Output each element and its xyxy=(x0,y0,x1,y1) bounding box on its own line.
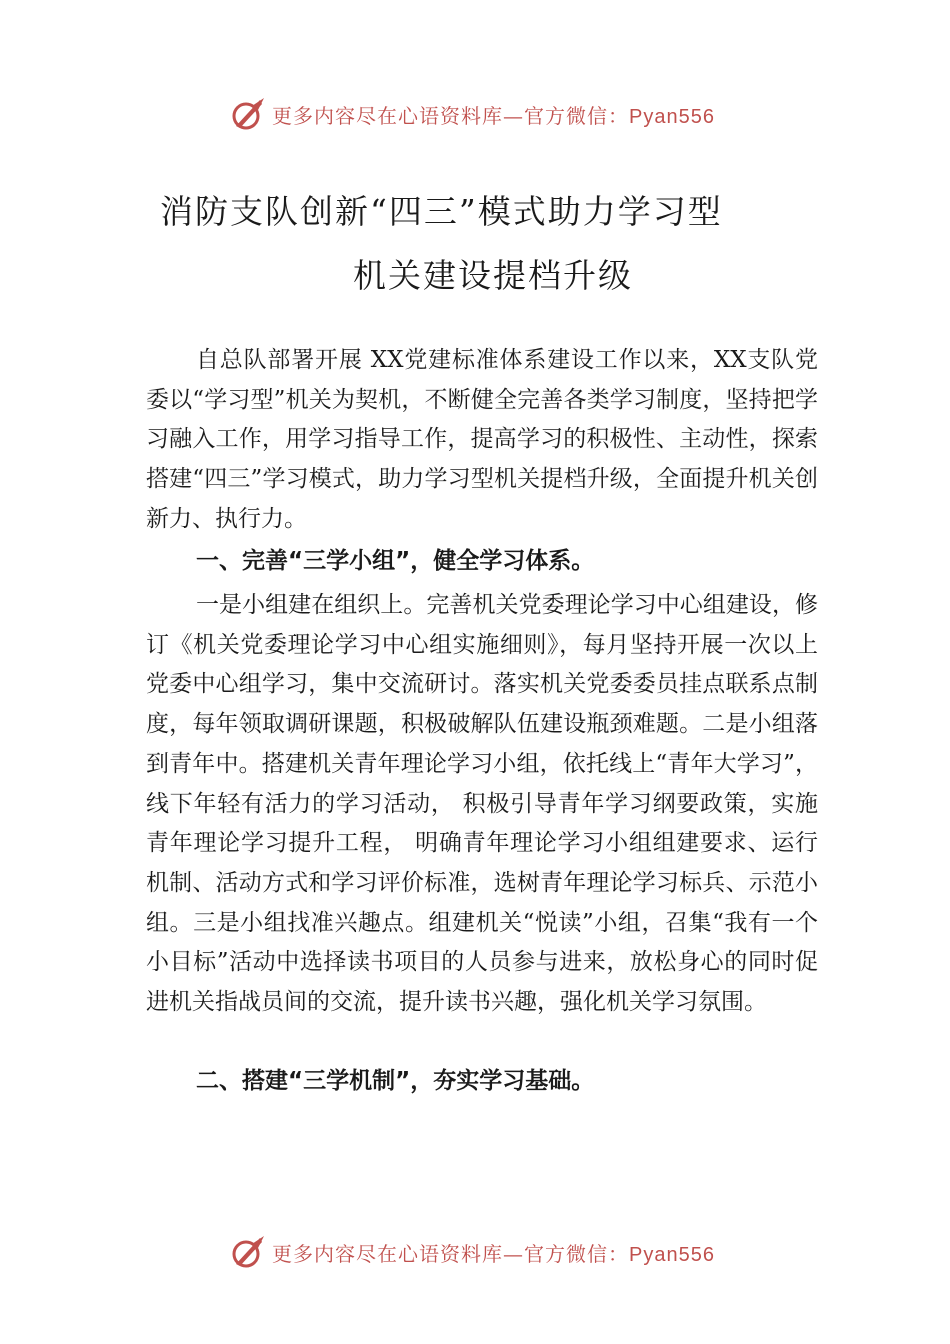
banner-text xyxy=(272,1238,715,1267)
document-title-line-2: 机关建设提档升级 xyxy=(353,256,633,295)
section-heading-2: 二、搭建“三学机制”，夯实学习基础。 xyxy=(196,1068,595,1094)
section-1-paragraph: 一是小组建在组织上。完善机关党委理论学习中心组建设，修订《机关党委理论学习中心组实施细则》，每月坚持开展一次以上党委中心组学习，集中交流研讨。落实机关党委委员挂点联系点制度，每年领取调研课题，积极破解队伍建设瓶颈难题。二是小组落到青年中。搭建机关青年理论学习小组，依托线上“青年大学习”，线下年轻有活力的学习活动， 积极引导青年学习纲要政策，实施青年理论学习提升工程， 明确青年理论学习小组组建要求、运行机制、活动方式和学习评价标准，选树青年理论学习标兵、示范小组。三是小组找准兴趣点。组建机关“悦读”小组，召集“我有一个小目标”活动中选择读书项目的人员参与进来，放松身心的同时促进机关指战员间的交流，提升读书兴趣，强化机关学习氛围。 xyxy=(146,592,818,1016)
section-heading-1: 一、完善“三学小组”，健全学习体系。 xyxy=(196,548,595,574)
banner-site-text: 更多内容尽在心语资料库 xyxy=(272,104,503,128)
banner-text xyxy=(272,100,715,129)
quill-logo-icon xyxy=(230,96,266,132)
banner-wechat-id: Pyan556 xyxy=(629,106,715,128)
banner-wechat-id: Pyan556 xyxy=(629,1244,715,1266)
banner-wechat-label: 官方微信： xyxy=(524,104,629,128)
document-title-line-1: 消防支队创新“四三”模式助力学习型 xyxy=(160,192,723,231)
banner-wechat-label: 官方微信： xyxy=(524,1242,629,1266)
header-watermark-banner xyxy=(0,94,950,134)
intro-paragraph: 自总队部署开展 XX党建标准体系建设工作以来，XX支队党委以“学习型”机关为契机，不断健全完善各类学习制度，坚持把学习融入工作，用学习指导工作，提高学习的积极性、主动性，探索搭建“四三”学习模式，助力学习型机关提档升级，全面提升机关创新力、执行力。 xyxy=(146,347,818,532)
banner-dash: — xyxy=(503,104,524,128)
banner-site-text: 更多内容尽在心语资料库 xyxy=(272,1242,503,1266)
banner-dash: — xyxy=(503,1242,524,1266)
footer-watermark-banner xyxy=(0,1232,950,1272)
quill-logo-icon xyxy=(230,1234,266,1270)
